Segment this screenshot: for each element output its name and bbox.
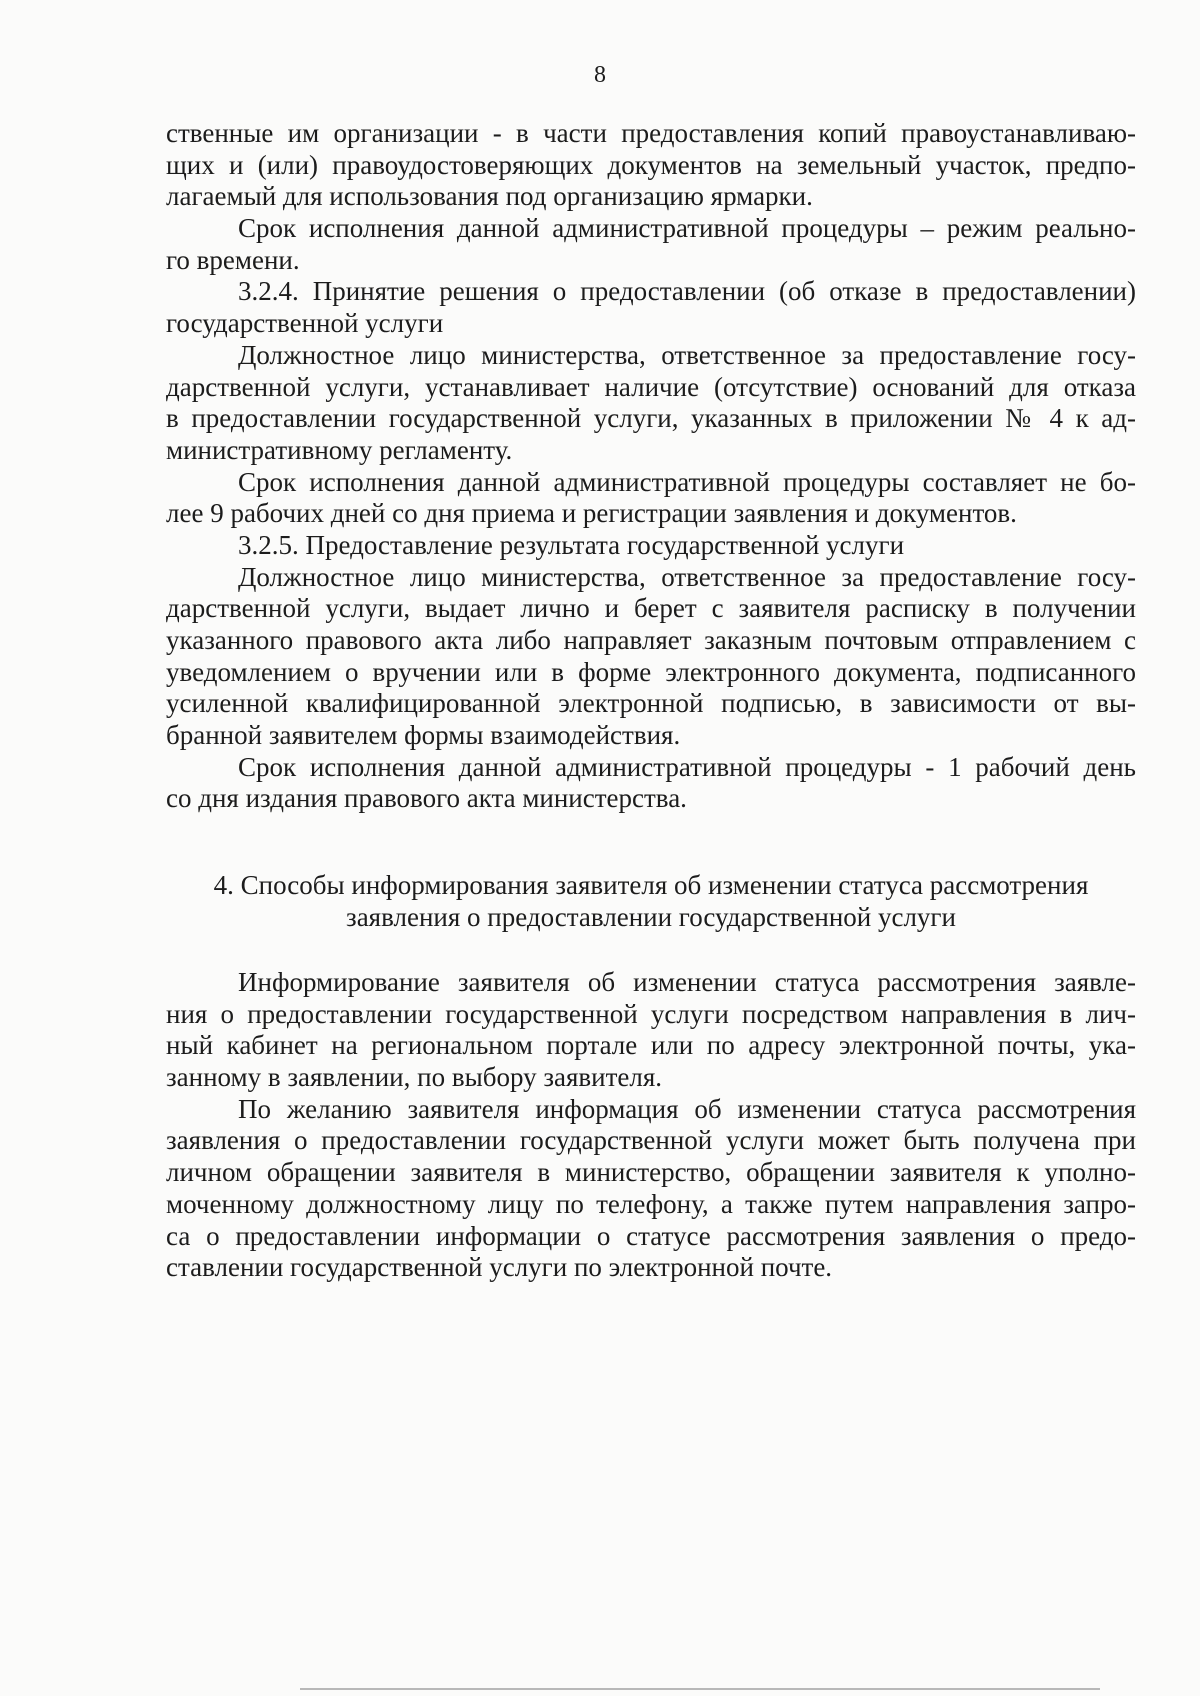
text-line: Срок исполнения данной административной процедуры - 1 рабочий день: [238, 751, 1136, 782]
text-line: ственные им организации - в части предоставления копий правоустанавливаю-: [166, 118, 1136, 148]
text-line: щих и (или) правоудостоверяющих документов на земельный участок, предпо-: [166, 149, 1136, 180]
text-line: со дня издания правового акта министерства.: [166, 783, 687, 814]
text-line: 3.2.4. Принятие решения о предоставлении (об отказе в предоставлении): [238, 276, 1136, 307]
text-line: Срок исполнения данной административной процедуры – режим реально-: [238, 213, 1136, 244]
text-line: го времени.: [166, 244, 300, 275]
text-line: По желанию заявителя информация об изменении статуса рассмотрения: [238, 1093, 1136, 1124]
text-line: ния о предоставлении государственной услуги посредством направления в лич-: [166, 998, 1136, 1029]
text-line: указанного правового акта либо направляет заказным почтовым отправлением с: [166, 625, 1136, 655]
text-line: дарственной услуги, выдает лично и берет с заявителя расписку в получении: [166, 593, 1136, 624]
text-line: усиленной квалифицированной электронной подписью, в зависимости от вы-: [166, 688, 1136, 719]
text-line: Информирование заявителя об изменении статуса рассмотрения заявле-: [238, 967, 1136, 997]
text-line: лее 9 рабочих дней со дня приема и регистрации заявления и документов.: [166, 498, 1017, 529]
text-line: личном обращении заявителя в министерство, обращении заявителя к уполно-: [166, 1157, 1136, 1188]
text-line: са о предоставлении информации о статусе рассмотрения заявления о предо-: [166, 1220, 1136, 1251]
text-line: 3.2.5. Предоставление результата государственной услуги: [238, 529, 905, 560]
text-line: в предоставлении государственной услуги, указанных в приложении № 4 к ад-: [166, 403, 1136, 434]
text-line: дарственной услуги, устанавливает наличие (отсутствие) оснований для отказа: [166, 371, 1136, 402]
heading-line: 4. Способы информирования заявителя об изменении статуса рассмотрения: [213, 870, 1089, 900]
text-line: заявления о предоставлении государственной услуги может быть получена при: [166, 1125, 1136, 1156]
section-4-text: [166, 967, 1136, 1284]
text-line: уведомлением о вручении или в форме электронного документа, подписанного: [166, 656, 1136, 687]
text-line: занному в заявлении, по выбору заявителя.: [166, 1062, 663, 1093]
page-number: 8: [594, 62, 606, 88]
scan-edge-divider: [300, 1688, 1100, 1690]
text-line: Должностное лицо министерства, ответственное за предоставление госу-: [238, 339, 1136, 370]
text-line: государственной услуги: [166, 308, 444, 339]
text-line: моченному должностному лицу по телефону, а также путем направления запро-: [166, 1188, 1136, 1219]
text-line: Должностное лицо министерства, ответственное за предоставление госу-: [238, 561, 1136, 592]
text-line: лагаемый для использования под организацию ярмарки.: [166, 181, 813, 212]
text-line: ставлении государственной услуги по электронной почте.: [166, 1252, 833, 1283]
section-4-heading: [166, 870, 1136, 933]
text-line: ный кабинет на региональном портале или по адресу электронной почты, ука-: [166, 1030, 1136, 1061]
text-line: министративному регламенту.: [166, 434, 513, 465]
text-line: бранной заявителем формы взаимодействия.: [166, 720, 681, 751]
section-3-2-text: [166, 118, 1136, 815]
text-line: Срок исполнения данной административной процедуры составляет не бо-: [238, 466, 1136, 497]
heading-line: заявления о предоставлении государственной услуги: [346, 901, 956, 932]
